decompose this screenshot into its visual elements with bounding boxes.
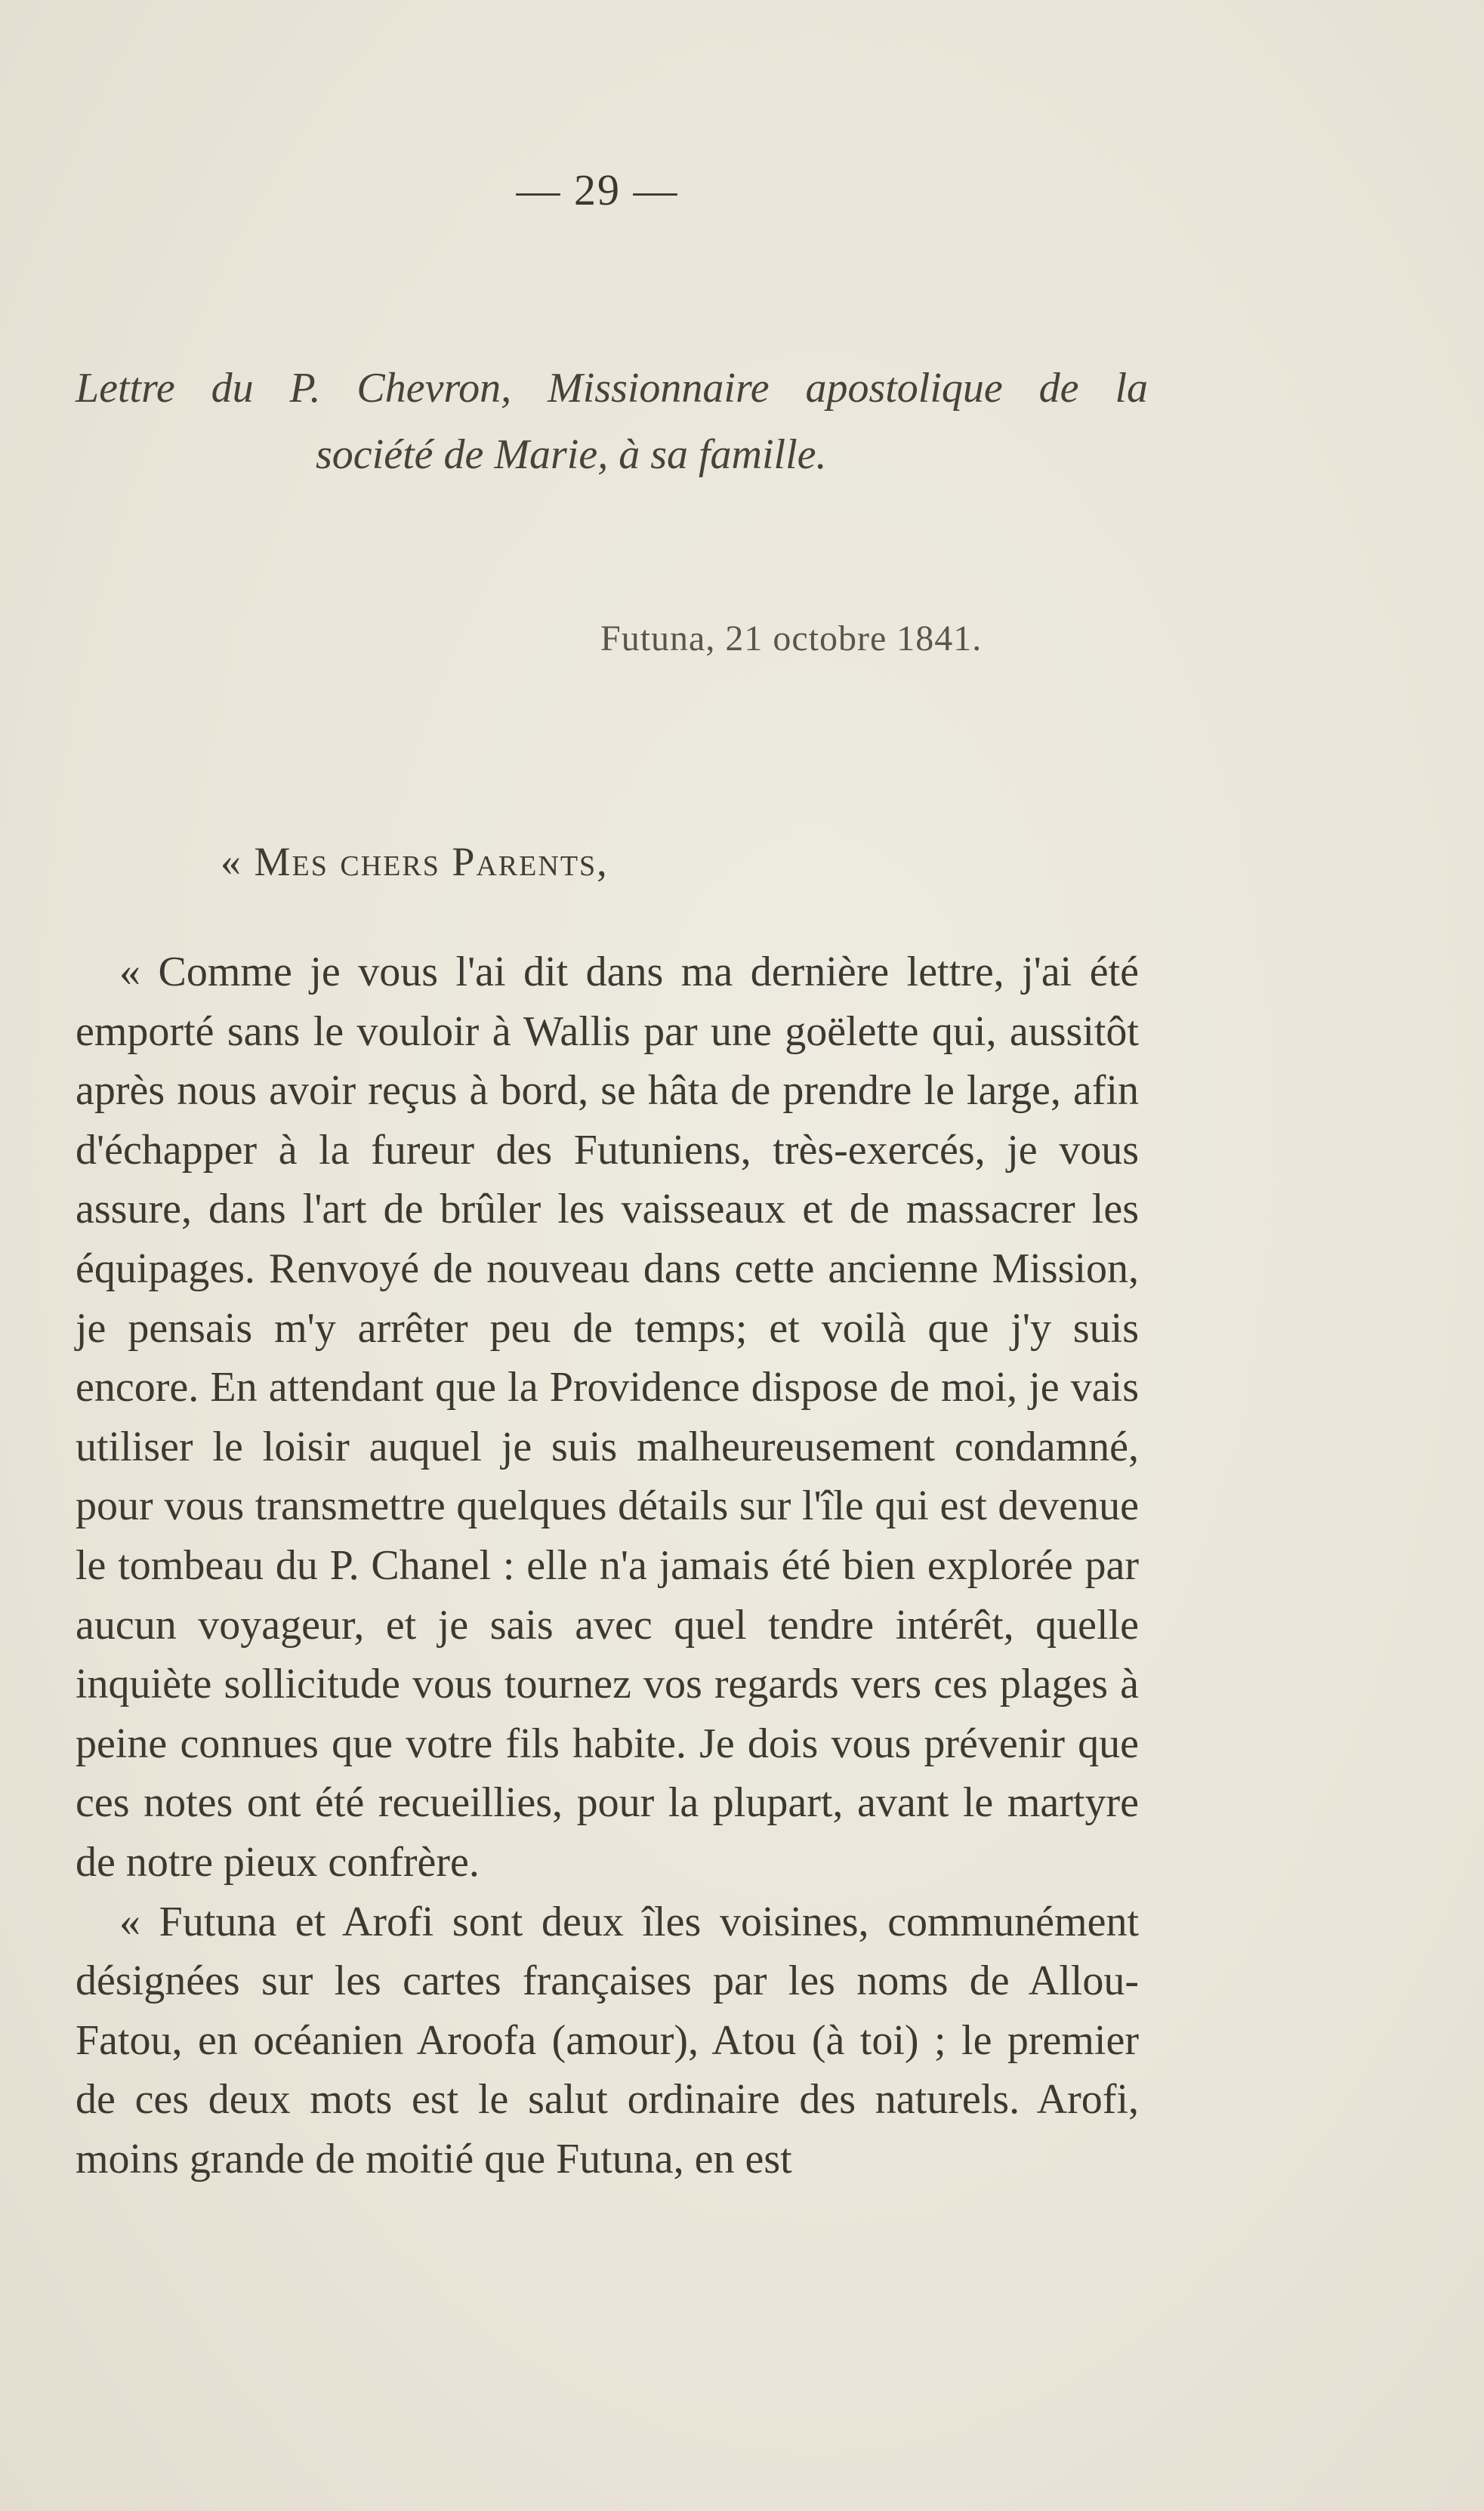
page-number: — 29 — (516, 165, 679, 214)
letter-title-line-2: société de Marie, à sa famille. (316, 431, 827, 478)
dateline: Futuna, 21 octobre 1841. (600, 618, 983, 659)
body-text (76, 942, 1139, 2189)
salutation: « Mes chers Parents, (221, 839, 609, 884)
paragraph-2: « Futuna et Arofi sont deux îles voisines, communément désignées sur les cartes françaises par les noms de Allou-Fatou, en océanien Aroofa (amour), Atou (à toi) ; le premier de ces deux mots est le salut ordinaire des naturels. Arofi, moins grande de moitié que Futuna, en est (76, 1898, 1139, 2182)
letter-title-line-1: Lettre du P. Chevron, Missionnaire apostolique de la (76, 365, 1148, 412)
letter-title (76, 355, 1148, 488)
paragraph-1: « Comme je vous l'ai dit dans ma dernière lettre, j'ai été emporté sans le vouloir à Wallis par une goëlette qui, aussitôt après nous avoir reçus à bord, se hâta de prendre le large, afin d'échapper à la fureur des Futuniens, très-exercés, je vous assure, dans l'art de brûler les vaisseaux et de massacrer les équipages. Renvoyé de nouveau dans cette ancienne Mission, je pensais m'y arrêter peu de temps; et voilà que j'y suis encore. En attendant que la Providence dispose de moi, je vais utiliser le loisir auquel je suis malheureusement condamné, pour vous transmettre quelques détails sur l'île qui est devenue le tombeau du P. Chanel : elle n'a jamais été bien explorée par aucun voyageur, et je sais avec quel tendre intérêt, quelle inquiète sollicitude vous tournez vos regards vers ces plages à peine connues que votre fils habite. Je dois vous prévenir que ces notes ont été recueillies, pour la plupart, avant le martyre de notre pieux confrère. (76, 949, 1139, 1886)
